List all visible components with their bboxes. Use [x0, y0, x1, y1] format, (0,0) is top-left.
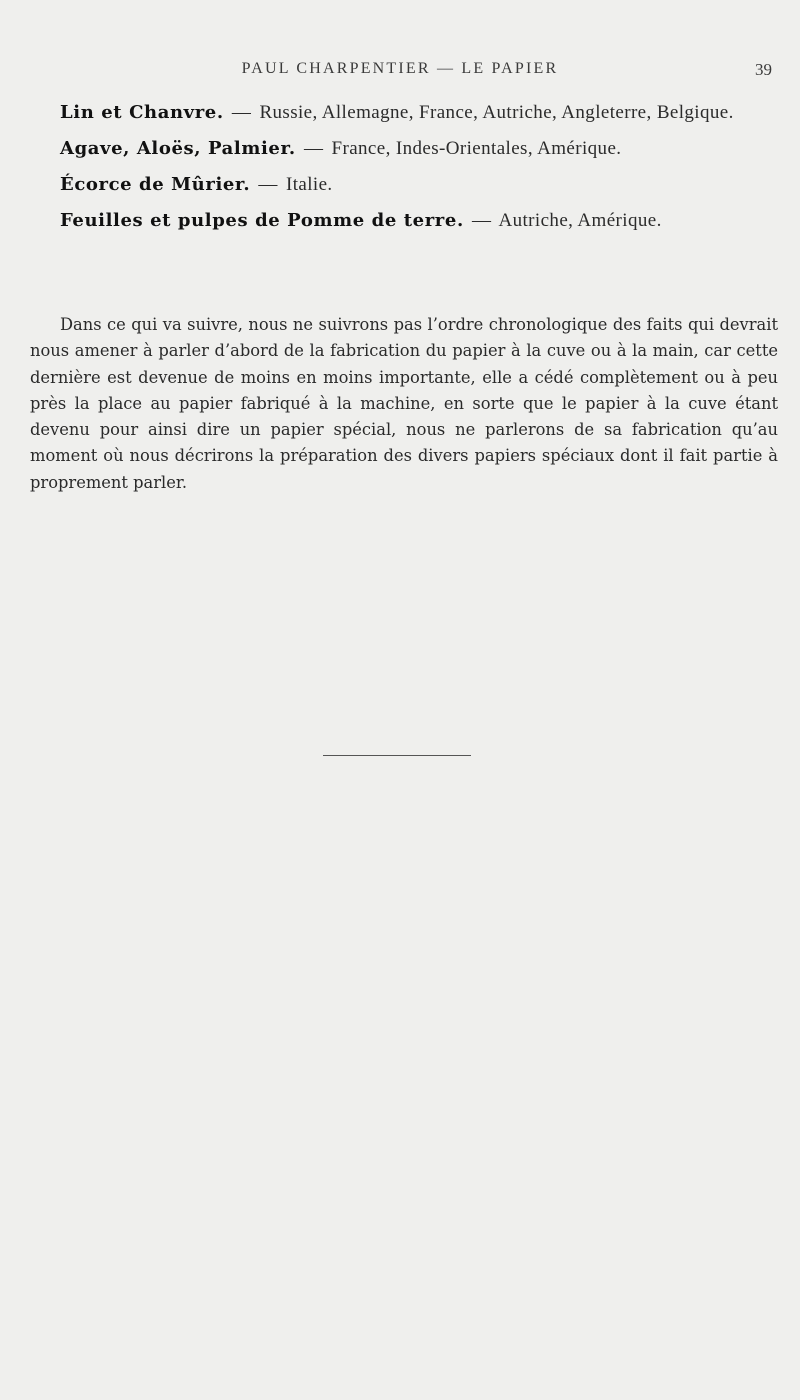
source-entry [30, 98, 778, 128]
page-number: 39 [755, 60, 772, 79]
entry-term: Lin et Chanvre. [60, 102, 224, 123]
body-paragraph: Dans ce qui va suivre, nous ne suivrons pas l’ordre chronologique des faits qui devrait nous amener à parler d’abord de la fabrication du papier à la cuve ou à la main, car cette dernière est devenue de moins en moins importante, elle a cédé complètement ou à peu près la place au papier fabriqué à la machine, en sorte que le papier à la cuve étant devenu pour ainsi dire un papier spécial, nous ne parlerons de sa fabrication qu’au moment où nous décrirons la préparation des divers papiers spéciaux dont il fait partie à proprement parler. [30, 315, 778, 492]
entry-origins: Russie, Allemagne, France, Autriche, Angleterre, Belgique. [259, 102, 734, 123]
running-title: PAUL CHARPENTIER — LE PAPIER [241, 60, 559, 77]
section-end-rule [323, 755, 471, 756]
source-entry [30, 206, 778, 236]
source-entry [30, 134, 778, 164]
entry-origins: Autriche, Amérique. [498, 210, 662, 231]
entry-origins: Italie. [285, 174, 333, 195]
running-header [0, 60, 800, 84]
entry-dash: — [303, 138, 324, 159]
source-entry [30, 170, 778, 200]
entry-term: Écorce de Mûrier. [60, 174, 251, 195]
entry-term: Agave, Aloës, Palmier. [60, 138, 296, 159]
source-list [30, 98, 778, 242]
entry-dash: — [231, 102, 252, 123]
entry-dash: — [258, 174, 278, 195]
entry-dash: — [471, 210, 492, 231]
entry-term: Feuilles et pulpes de Pomme de terre. [60, 210, 464, 231]
entry-origins: France, Indes-Orientales, Amérique. [331, 138, 622, 159]
